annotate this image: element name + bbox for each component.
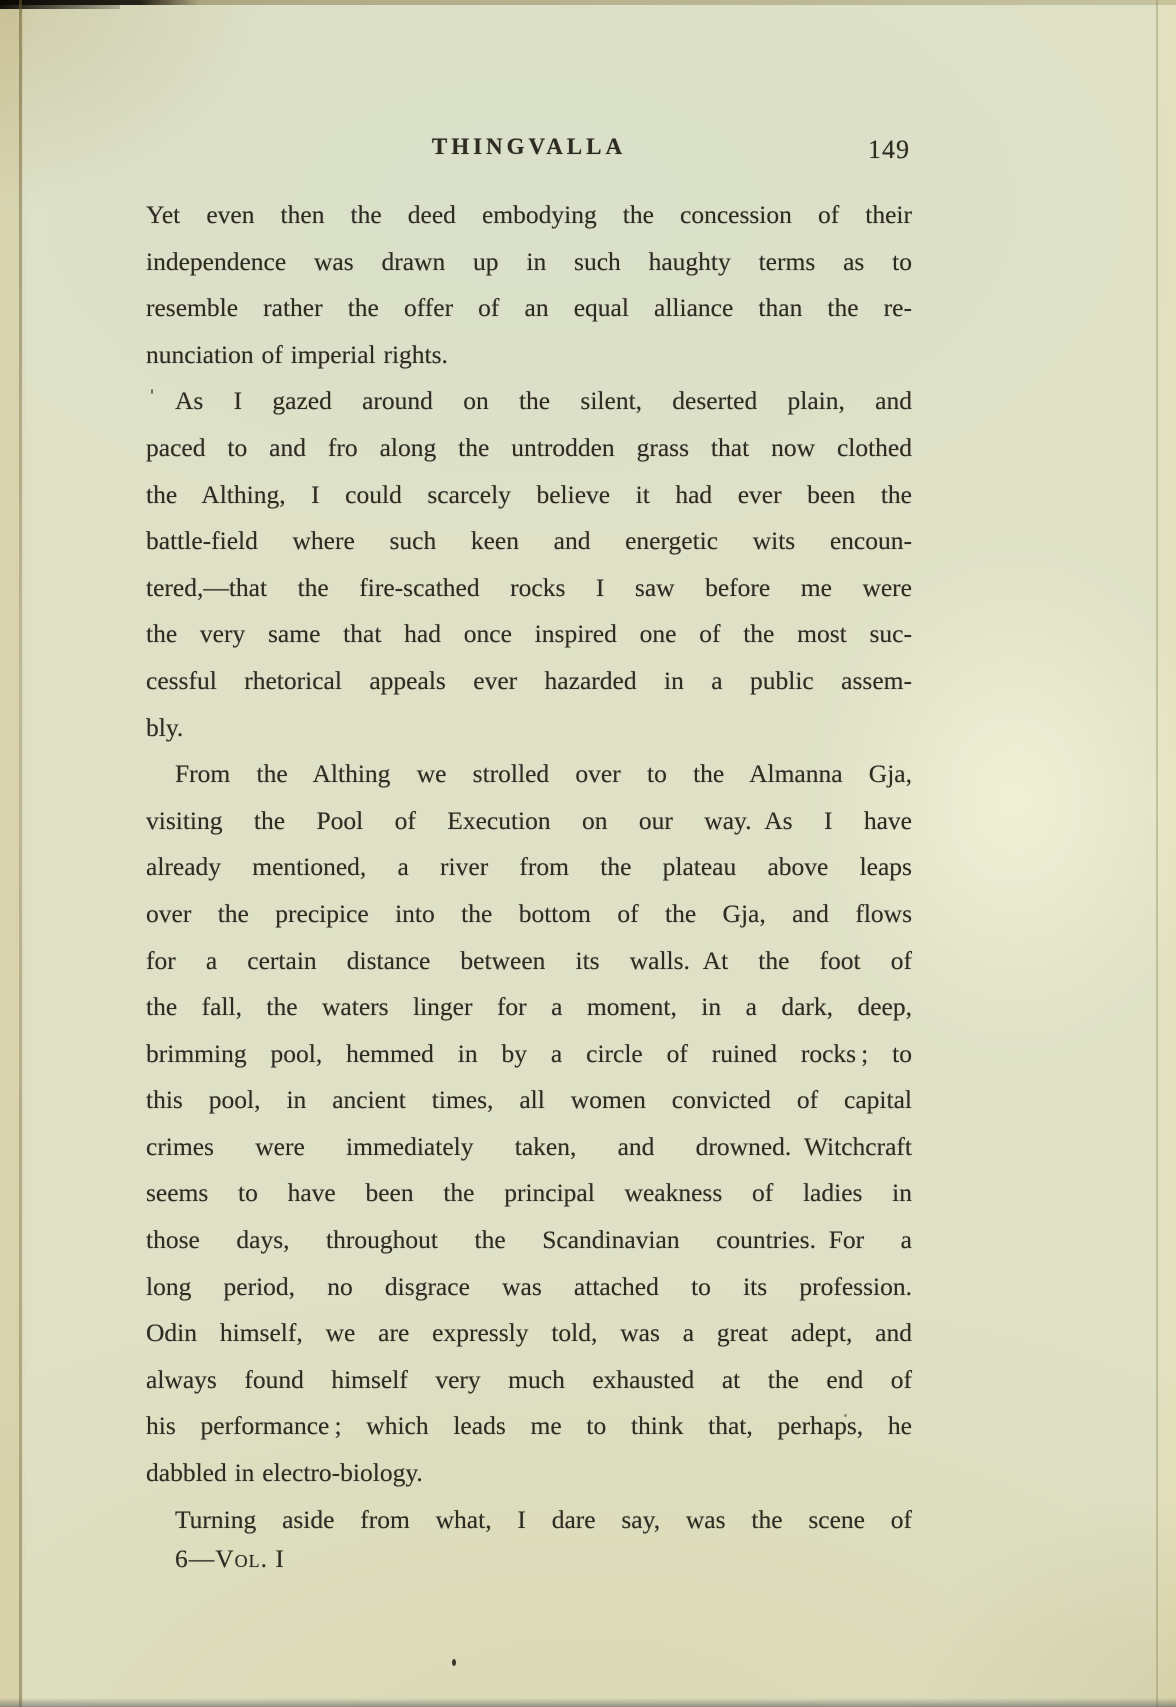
page-number: 149 <box>868 135 910 164</box>
text-line: cessful rhetorical appeals ever hazarded in a public assem- <box>146 665 912 695</box>
paragraph <box>146 751 912 1497</box>
page-body <box>146 192 912 1543</box>
page-edge-right <box>1156 0 1158 1707</box>
text-line: From the Althing we strolled over to the Almanna Gja, <box>175 759 912 789</box>
text-line: always found himself very much exhausted at the end of <box>146 1364 912 1394</box>
text-line: independence was drawn up in such haughty terms as to <box>146 246 912 276</box>
text-line: the fall, the waters linger for a moment, in a dark, deep, <box>146 992 912 1022</box>
text-line: Odin himself, we are expressly told, was a great adept, and <box>146 1318 912 1348</box>
text-line: the very same that had once inspired one of the most suc- <box>146 619 912 649</box>
chapter-title: THINGVALLA <box>431 134 627 159</box>
text-line: his performance ; which leads me to think that, perhaps, he <box>146 1411 912 1441</box>
paragraph <box>146 192 912 378</box>
text-line: Yet even then the deed embodying the concession of their <box>146 200 912 229</box>
paragraph <box>146 378 912 751</box>
text-line: seems to have been the principal weakness of ladies in <box>146 1178 912 1208</box>
text-line: bly. <box>146 712 184 742</box>
scan-edge-bottom <box>0 1698 1176 1707</box>
text-line: Turning aside from what, I dare say, was the scene of <box>175 1504 912 1534</box>
scan-edge-top <box>0 0 1176 5</box>
text-line: As I gazed around on the silent, deserted plain, and <box>175 386 912 416</box>
text-line: over the precipice into the bottom of the Gja, and flows <box>146 898 912 928</box>
text-line: visiting the Pool of Execution on our way. As I have <box>146 805 912 835</box>
signature-mark: 6—Vol. I <box>175 1544 285 1573</box>
running-header <box>146 134 912 168</box>
text-line: those days, throughout the Scandinavian countries. For a <box>146 1225 912 1255</box>
text-line: brimming pool, hemmed in by a circle of ruined rocks ; to <box>146 1038 912 1068</box>
text-line: crimes were immediately taken, and drowned. Witchcraft <box>146 1131 912 1161</box>
text-line: long period, no disgrace was attached to its profession. <box>146 1271 912 1301</box>
ink-speck <box>452 1659 456 1666</box>
text-line: dabbled in electro-biology. <box>146 1458 423 1488</box>
text-line: paced to and fro along the untrodden grass that now clothed <box>146 432 912 462</box>
text-line: this pool, in ancient times, all women convicted of capital <box>146 1085 912 1115</box>
text-line: tered,—that the fire-scathed rocks I saw before me were <box>146 572 912 602</box>
text-line: already mentioned, a river from the plateau above leaps <box>146 852 912 882</box>
page-fold-left <box>19 0 22 1707</box>
text-line: the Althing, I could scarcely believe it had ever been the <box>146 479 912 509</box>
scan-corner-top-left <box>0 0 120 9</box>
text-line: resemble rather the offer of an equal alliance than the re- <box>146 293 912 323</box>
text-line: battle-field where such keen and energetic wits encoun- <box>146 526 912 556</box>
text-line: for a certain distance between its walls. At the foot of <box>146 945 912 975</box>
text-line: nunciation of imperial rights. <box>146 339 448 369</box>
